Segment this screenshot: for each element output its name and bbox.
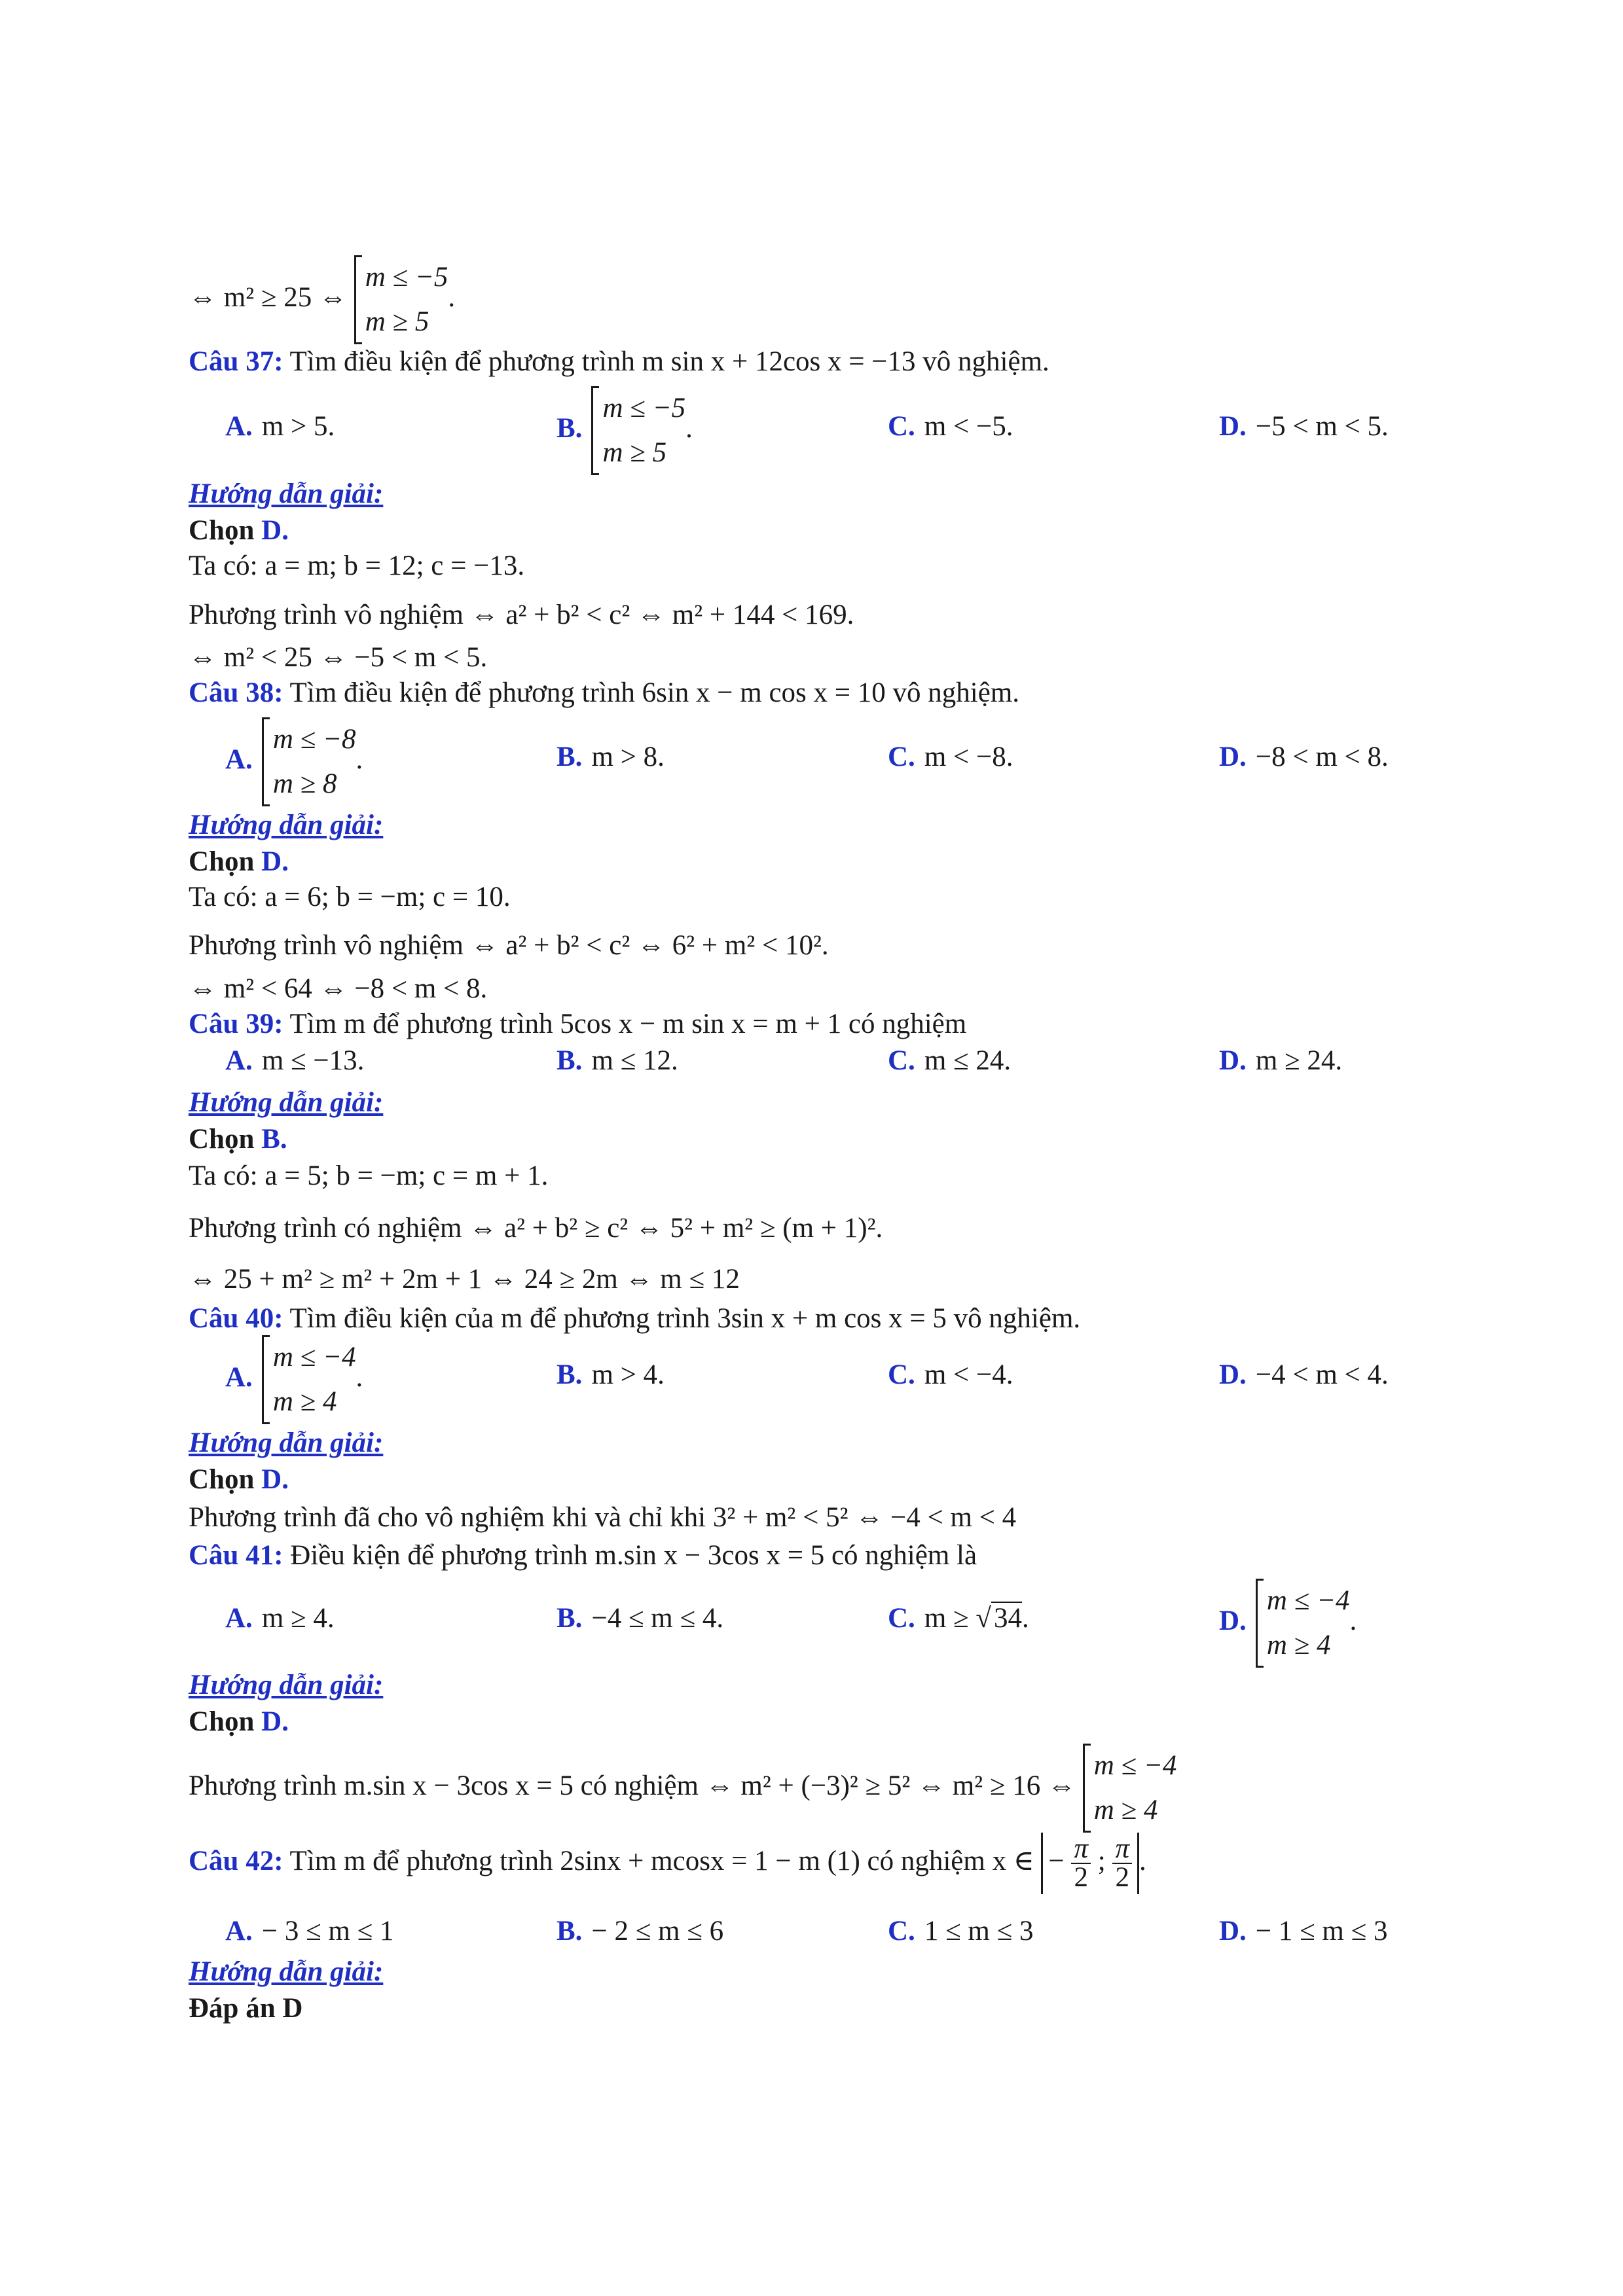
question-38: Câu 38: Tìm điều kiện để phương trình 6sin x − m cos x = 10 vô nghiệm. [189,677,1020,708]
option-c: C. m < −8. [888,742,1013,772]
option-a: A. m ≤ −8 m ≥ 8 . [225,717,363,806]
option-a: A. − 3 ≤ m ≤ 1 [225,1916,394,1946]
option-b: B. −4 ≤ m ≤ 4. [556,1603,724,1634]
solution-line: ⇔ m² < 64 ⇔ −8 < m < 8. [189,973,488,1004]
option-d: D. −8 < m < 8. [1219,742,1389,772]
option-b: B. m > 8. [556,742,665,772]
option-a: A. m > 5. [225,411,335,442]
solution-heading: Hướng dẫn giải: [189,1670,384,1700]
option-d: D. − 1 ≤ m ≤ 3 [1219,1916,1388,1946]
solution-heading: Hướng dẫn giải: [189,1427,384,1458]
answer-choice: Chọn D. [189,1706,289,1737]
solution-heading: Hướng dẫn giải: [189,1087,384,1118]
question-41: Câu 41: Điều kiện để phương trình m.sin x − 3cos x = 5 có nghiệm là [189,1540,977,1571]
interval: − $\frac{\pi}{2}$ ; $\frac{\pi}{2}$ [1041,1833,1139,1894]
question-42: Câu 42: Tìm m để phương trình 2sinx + mcosx = 1 − m (1) có nghiệm x ∈ − $\frac{\pi}{2}$ ; $\frac{\pi}{2}$ . [189,1833,1146,1893]
question-37: Câu 37: Tìm điều kiện để phương trình m sin x + 12cos x = −13 vô nghiệm. [189,346,1049,377]
option-c: C. m < −5. [888,411,1013,442]
question-40: Câu 40: Tìm điều kiện của m để phương trình 3sin x + m cos x = 5 vô nghiệm. [189,1303,1081,1334]
answer-choice: Chọn D. [189,515,289,546]
option-a: A. m ≥ 4. [225,1603,335,1634]
solution-line: Phương trình có nghiệm ⇔ a² + b² ≥ c² ⇔ 5² + m² ≥ (m + 1)². [189,1213,883,1244]
solution-line: ⇔ m² ≥ 25 ⇔ m ≤ −5 m ≥ 5 . [189,255,455,344]
answer-line: Đáp án D [189,1993,303,2024]
solution-line: Phương trình vô nghiệm ⇔ a² + b² < c² ⇔ 6² + m² < 10². [189,930,829,961]
solution-heading: Hướng dẫn giải: [189,1956,384,1987]
solution-line: Ta có: a = 5; b = −m; c = m + 1. [189,1160,549,1191]
answer-choice: Chọn D. [189,1464,289,1495]
option-d: D. −4 < m < 4. [1219,1359,1389,1390]
option-a: A. m ≤ −13. [225,1045,365,1076]
solution-line: ⇔ 25 + m² ≥ m² + 2m + 1 ⇔ 24 ≥ 2m ⇔ m ≤ 12 [189,1264,740,1295]
answer-choice: Chọn B. [189,1124,287,1155]
solution-line: ⇔ m² < 25 ⇔ −5 < m < 5. [189,642,488,673]
solution-heading: Hướng dẫn giải: [189,478,384,509]
option-b: B. m ≤ 12. [556,1045,678,1076]
option-c: C. m ≥ √34. [888,1603,1029,1634]
option-c: C. 1 ≤ m ≤ 3 [888,1916,1034,1946]
option-a: A. m ≤ −4 m ≥ 4 . [225,1335,363,1424]
option-d: D. m ≤ −4 m ≥ 4 . [1219,1579,1357,1668]
option-c: C. m ≤ 24. [888,1045,1012,1076]
option-b: B. m > 4. [556,1359,665,1390]
option-b: B. − 2 ≤ m ≤ 6 [556,1916,724,1946]
answer-choice: Chọn D. [189,846,289,877]
solution-line: Phương trình vô nghiệm ⇔ a² + b² < c² ⇔ m² + 144 < 169. [189,600,854,630]
solution-line: Phương trình m.sin x − 3cos x = 5 có nghiệm ⇔ m² + (−3)² ≥ 5² ⇔ m² ≥ 16 ⇔ m ≤ −4 m ≥ 4 [189,1744,1176,1833]
inequality-system: m ≤ −5 m ≥ 5 [354,255,448,344]
solution-line: Ta có: a = m; b = 12; c = −13. [189,550,525,581]
solution-heading: Hướng dẫn giải: [189,810,384,840]
option-d: D. −5 < m < 5. [1219,411,1389,442]
option-d: D. m ≥ 24. [1219,1045,1343,1076]
option-b: B. m ≤ −5 m ≥ 5 . [556,386,693,475]
solution-line: Ta có: a = 6; b = −m; c = 10. [189,882,511,912]
question-39: Câu 39: Tìm m để phương trình 5cos x − m sin x = m + 1 có nghiệm [189,1009,967,1039]
option-c: C. m < −4. [888,1359,1013,1390]
solution-line: Phương trình đã cho vô nghiệm khi và chỉ khi 3² + m² < 5² ⇔ −4 < m < 4 [189,1502,1017,1533]
